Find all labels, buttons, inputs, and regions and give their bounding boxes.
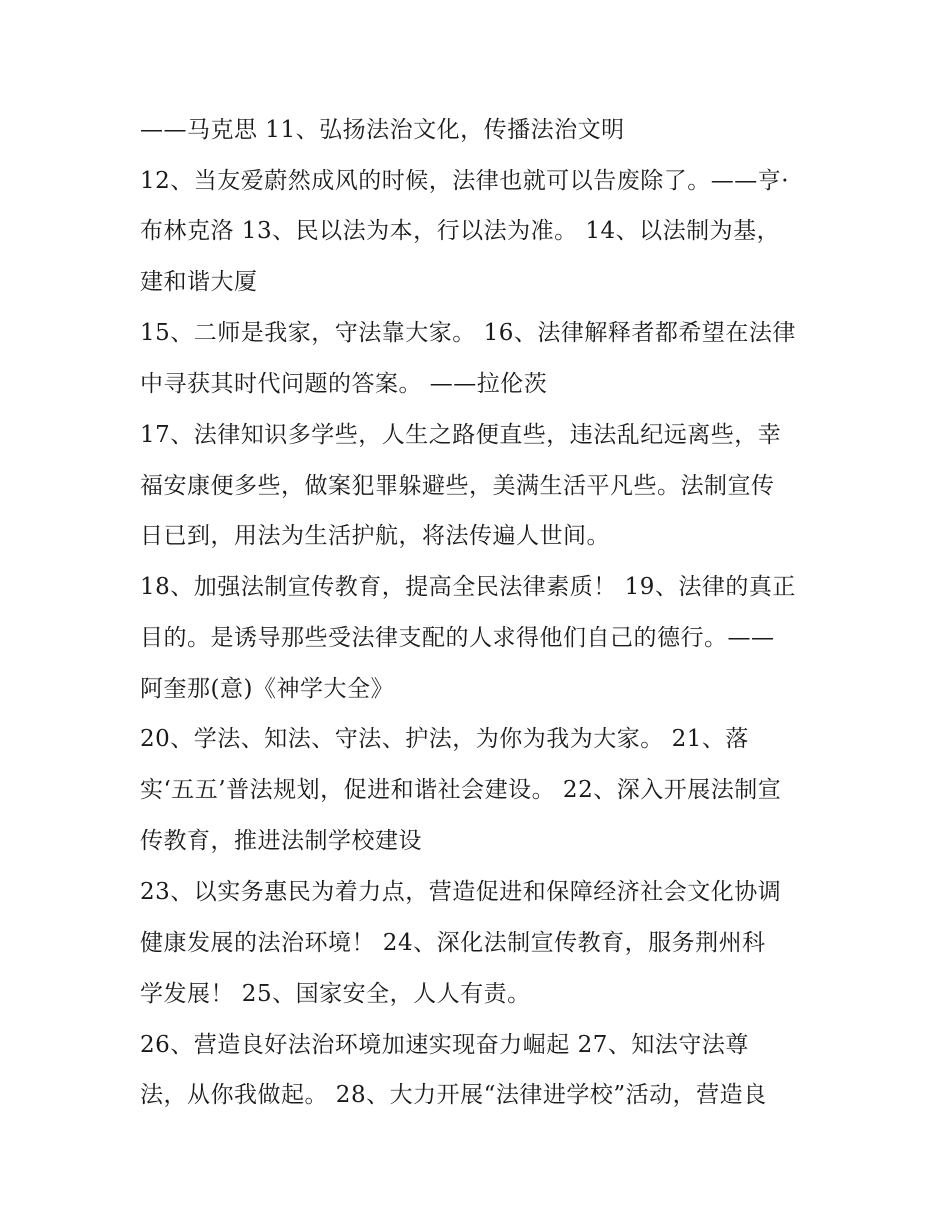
text-line: 传教育，推进法制学校建设 — [140, 828, 422, 854]
text-line: 布林克洛 13、民以法为本，行以法为准。 14、以法制为基， — [140, 218, 781, 244]
text-line: 23、以实务惠民为着力点，营造促进和保障经济社会文化协调 — [140, 879, 782, 905]
text-line: 目的。是诱导那些受法律支配的人求得他们自己的德行。—— — [140, 625, 775, 651]
text-line: 阿奎那(意)《神学大全》 — [140, 676, 394, 702]
text-line: 日已到，用法为生活护航，将法传遍人世间。 — [140, 523, 610, 549]
text-line: 12、当友爱蔚然成风的时候，法律也就可以告废除了。——亨· — [140, 168, 790, 194]
text-line: 学发展！ 25、国家安全，人人有责。 — [140, 981, 531, 1007]
text-line: 法，从你我做起。 28、大力开展“法律进学校”活动，营造良 — [140, 1082, 767, 1108]
text-line: 福安康便多些，做案犯罪躲避些，美满生活平凡些。法制宣传 — [140, 473, 775, 499]
text-line: 20、学法、知法、守法、护法，为你为我为大家。 21、落 — [140, 726, 749, 752]
text-line: 26、营造良好法治环境加速实现奋力崛起 27、知法守法尊 — [140, 1032, 749, 1058]
text-line: 18、加强法制宣传教育，提高全民法律素质！ 19、法律的真正 — [140, 574, 796, 600]
text-line: 实‘五五’普法规划，促进和谐社会建设。 22、深入开展法制宣 — [140, 777, 782, 803]
text-line: ——马克思 11、弘扬法治文化，传播法治文明 — [140, 117, 625, 143]
text-line: 中寻获其时代问题的答案。 ——拉伦茨 — [140, 371, 548, 397]
text-line: 建和谐大厦 — [140, 269, 258, 295]
text-line: 健康发展的法治环境！ 24、深化法制宣传教育，服务荆州科 — [140, 930, 766, 956]
text-line: 17、法律知识多学些，人生之路便直些，违法乱纪远离些，幸 — [140, 422, 782, 448]
text-line: 15、二师是我家，守法靠大家。 16、法律解释者都希望在法律 — [140, 320, 796, 346]
